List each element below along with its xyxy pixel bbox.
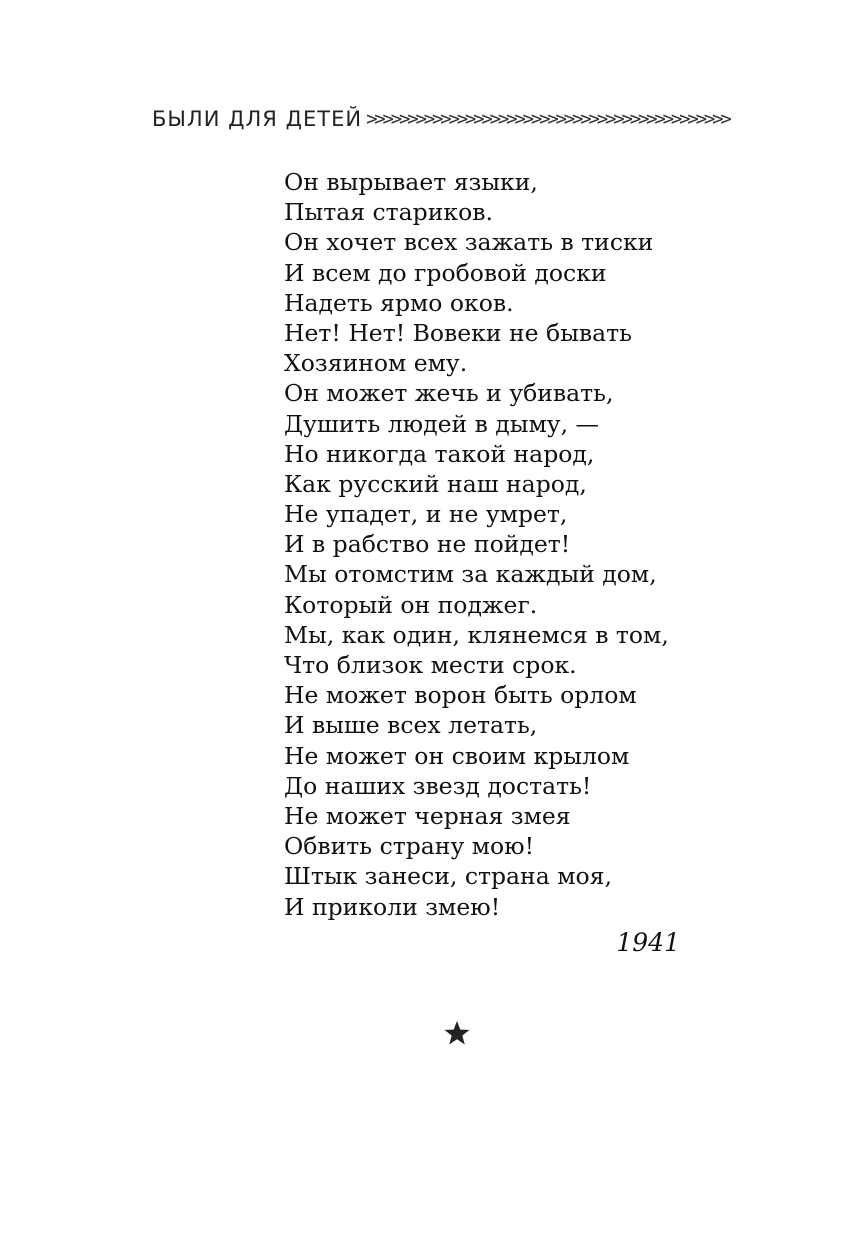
poem-line: Пытая стариков. [284,198,493,227]
poem-line: Надеть ярмо оков. [284,288,514,317]
poem-line: И выше всех летать, [284,711,538,740]
running-header [152,104,764,134]
poem-line: Как русский наш народ, [284,469,587,498]
poem-line: И в рабство не пойдет! [284,530,571,559]
chevron-ornament: >>>>>>>>>>>>>>>>>>>>>>>>>>>>>>>>>>>>>>>>>>>> [366,108,729,130]
poem-line: Штык занеси, страна моя, [284,862,612,891]
poem-line: Который он поджег. [284,590,538,619]
poem-line: Не может ворон быть орлом [284,681,637,710]
poem-line: Но никогда такой народ, [284,439,595,468]
poem-line: Не может черная змея [284,801,571,830]
poem-line: Что близок мести срок. [284,651,577,679]
book-section-title: БЫЛИ ДЛЯ ДЕТЕЙ [152,107,363,131]
poem-line: Хозяином ему. [284,349,468,378]
poem-line: Он вырывает языки, [284,168,538,196]
poem-body [284,167,744,922]
poem-line: Мы отомстим за каждый дом, [284,560,657,589]
poem-date: 1941 [616,928,680,957]
poem-line: Обвить страну мою! [284,832,535,861]
poem-line: Он хочет всех зажать в тиски [284,228,654,257]
poem-line: Не упадет, и не умрет, [284,500,568,529]
poem-line: И всем до гробовой доски [284,258,607,287]
poem-line: Нет! Нет! Вовеки не бывать [284,318,632,347]
poem-line: Душить людей в дыму, — [284,409,600,438]
poem-line: Не может он своим крылом [284,741,630,770]
poem-line: До наших звезд достать! [284,771,592,800]
poem-line: Мы, как один, клянемся в том, [284,620,669,649]
poem-line: Он может жечь и убивать, [284,379,614,408]
star-icon [442,1018,472,1048]
poem-line: И приколи змею! [284,892,501,921]
